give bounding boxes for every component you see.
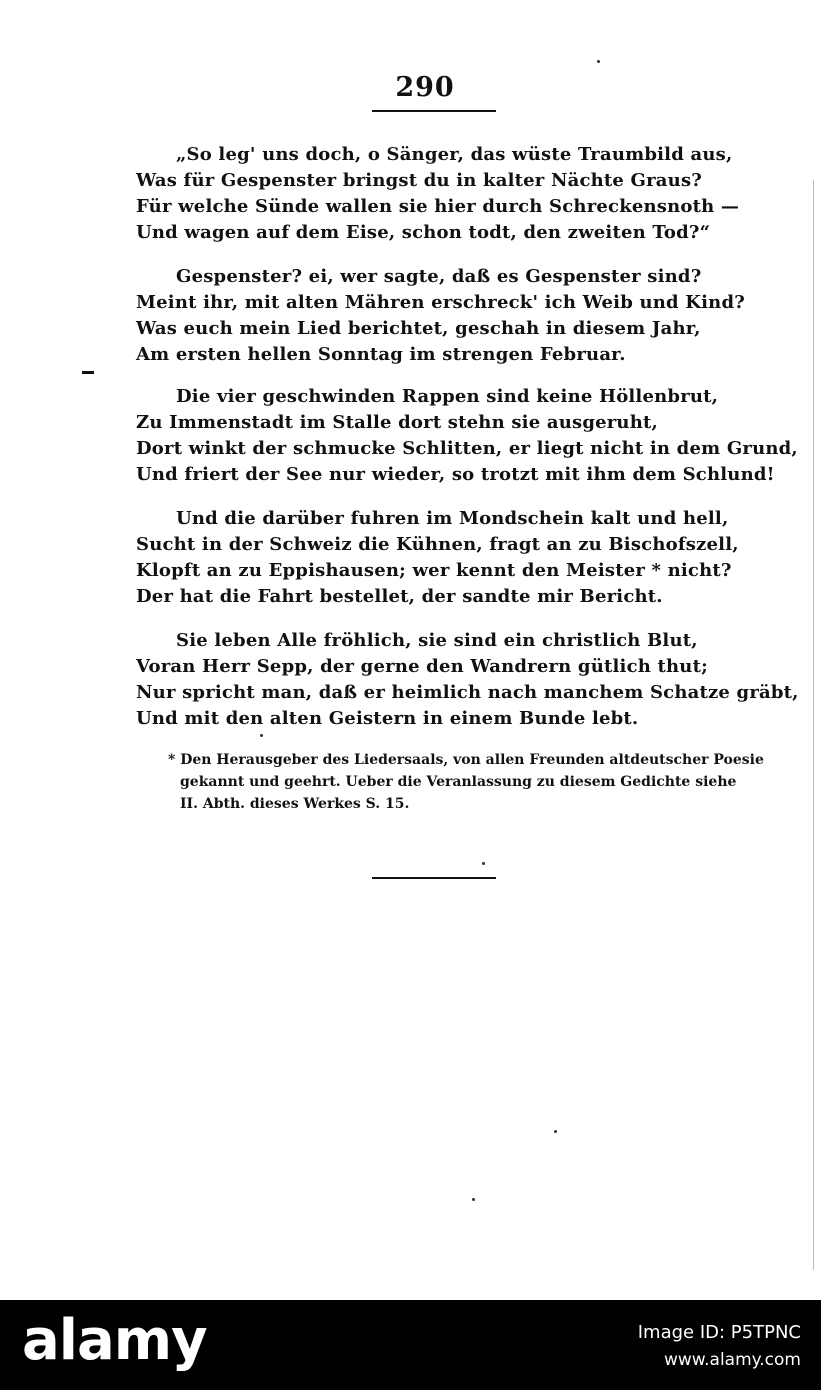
verse-line: Und friert der See nur wieder, so trotzt mit ihm dem Schlund! xyxy=(136,464,775,485)
verse-line: Und mit den alten Geistern in einem Bunde lebt. xyxy=(136,708,639,729)
verse-line: Gespenster? ei, wer sagte, daß es Gespenster sind? xyxy=(176,266,702,287)
margin-dash xyxy=(82,371,94,374)
watermark-banner xyxy=(0,1300,821,1390)
footnote-line: II. Abth. dieses Werkes S. 15. xyxy=(180,796,410,812)
page-number: 290 xyxy=(395,72,455,103)
verse-line: „So leg' uns doch, o Sänger, das wüste Traumbild aus, xyxy=(176,144,733,165)
verse-line: Nur spricht man, daß er heimlich nach manchem Schatze gräbt, xyxy=(136,682,799,703)
verse-line: Zu Immenstadt im Stalle dort stehn sie ausgeruht, xyxy=(136,412,658,433)
scan-speck xyxy=(554,1130,557,1133)
end-rule xyxy=(372,877,496,879)
verse-line: Voran Herr Sepp, der gerne den Wandrern gütlich thut; xyxy=(136,656,708,677)
verse-line: Klopft an zu Eppishausen; wer kennt den Meister * nicht? xyxy=(136,560,732,581)
alamy-logo: alamy xyxy=(22,1308,207,1373)
verse-line: Und wagen auf dem Eise, schon todt, den zweiten Tod?“ xyxy=(136,222,711,243)
verse-line: Der hat die Fahrt bestellet, der sandte mir Bericht. xyxy=(136,586,663,607)
website-url: www.alamy.com xyxy=(663,1350,801,1370)
verse-line: Sucht in der Schweiz die Kühnen, fragt an zu Bischofszell, xyxy=(136,534,739,555)
verse-line: Was für Gespenster bringst du in kalter Nächte Graus? xyxy=(136,170,703,191)
verse-line: Dort winkt der schmucke Schlitten, er liegt nicht in dem Grund, xyxy=(136,438,798,459)
scan-speck xyxy=(472,1198,475,1201)
verse-line: Die vier geschwinden Rappen sind keine Höllenbrut, xyxy=(176,386,719,407)
footnote-line: gekannt und geehrt. Ueber die Veranlassung zu diesem Gedichte siehe xyxy=(180,774,737,790)
image-id: Image ID: P5TPNC xyxy=(637,1322,801,1343)
verse-line: Meint ihr, mit alten Mähren erschreck' ich Weib und Kind? xyxy=(136,292,745,313)
scan-speck xyxy=(597,60,600,63)
footnote-line: * Den Herausgeber des Liedersaals, von allen Freunden altdeutscher Poesie xyxy=(168,752,764,768)
scan-edge-line xyxy=(813,180,814,1270)
verse-line: Was euch mein Lied berichtet, geschah in diesem Jahr, xyxy=(136,318,701,339)
header-rule xyxy=(372,110,496,112)
scan-speck xyxy=(260,734,263,737)
scan-speck xyxy=(482,862,485,865)
verse-line: Und die darüber fuhren im Mondschein kalt und hell, xyxy=(176,508,729,529)
verse-line: Am ersten hellen Sonntag im strengen Februar. xyxy=(136,344,626,365)
verse-line: Sie leben Alle fröhlich, sie sind ein christlich Blut, xyxy=(176,630,698,651)
verse-line: Für welche Sünde wallen sie hier durch Schreckensnoth — xyxy=(136,196,740,217)
